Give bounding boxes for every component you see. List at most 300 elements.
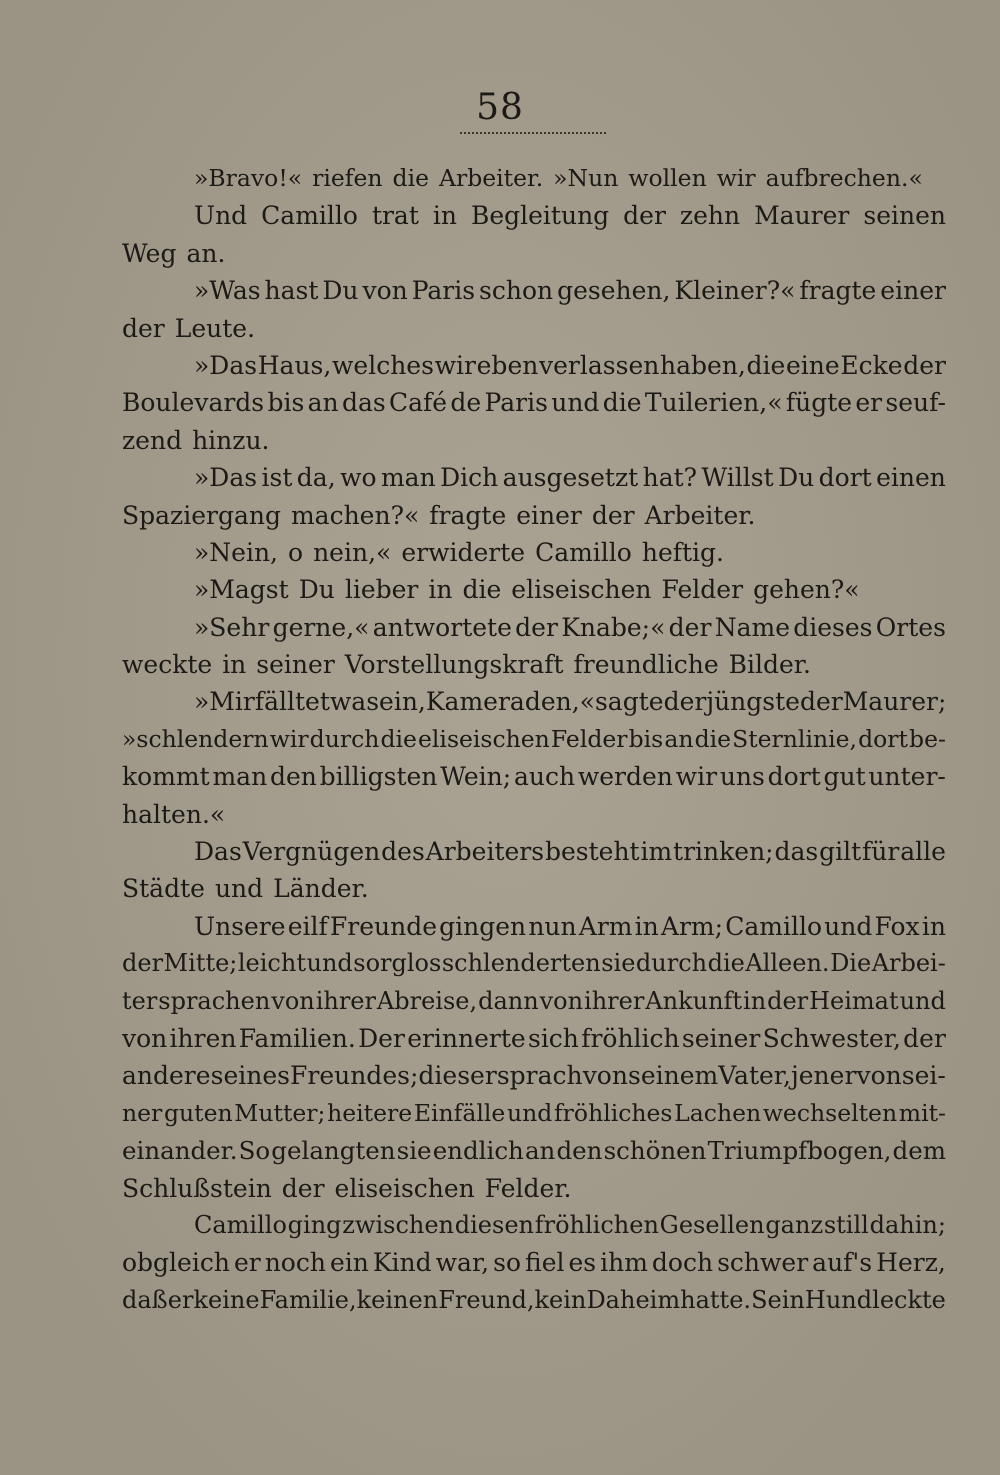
word: Mitte;: [163, 949, 238, 978]
word: sorglos: [353, 949, 442, 978]
word: Camillo: [535, 537, 632, 567]
text-line: [122, 1095, 946, 1132]
word: nein,«: [313, 537, 392, 567]
word: durch: [309, 724, 380, 753]
word: von: [856, 1061, 902, 1091]
word: der: [668, 612, 712, 642]
word: einer: [516, 500, 582, 530]
word: wir: [716, 164, 756, 192]
word: fröhlichen: [534, 1210, 659, 1239]
word: fällt: [254, 687, 306, 717]
word: da,: [296, 463, 336, 493]
word: Tuilerien,«: [644, 388, 783, 418]
word: seinem: [628, 1061, 719, 1091]
text-line: [122, 497, 946, 534]
text-line: [122, 1282, 946, 1319]
word: in: [743, 986, 767, 1015]
word: man: [380, 463, 436, 493]
text-line: [122, 384, 946, 421]
word: gerne,«: [272, 612, 370, 642]
word: fiel: [525, 1248, 565, 1278]
word: »Das: [194, 463, 258, 493]
word: Camillo: [194, 1210, 287, 1239]
word: o: [288, 537, 304, 567]
word: die: [462, 575, 502, 605]
text-line: [122, 310, 946, 347]
word: ihrer: [584, 986, 645, 1015]
text-line: [122, 459, 946, 496]
word: Arbeiters: [425, 837, 545, 867]
word: freundliche: [573, 650, 719, 680]
word: das: [774, 837, 819, 867]
word: dieser: [418, 1061, 497, 1091]
word: dem: [892, 1136, 946, 1166]
word: Paris: [411, 276, 476, 306]
word: in: [634, 911, 659, 941]
word: sagte: [594, 687, 664, 717]
word: mit-: [898, 1098, 946, 1127]
word: fragte: [429, 500, 507, 530]
word: Boulevards: [122, 388, 265, 418]
text-line: [122, 1207, 946, 1244]
word: und: [551, 388, 600, 418]
word: sie: [396, 1136, 432, 1166]
word: Du: [778, 463, 815, 493]
word: eilf: [287, 911, 328, 941]
word: die: [694, 724, 732, 753]
word: Schlußstein: [122, 1173, 272, 1203]
text-line: [122, 1057, 946, 1094]
word: lieber: [344, 575, 419, 605]
word: Schwester,: [762, 1023, 901, 1053]
word: Weg: [122, 238, 177, 268]
word: seuf-: [885, 388, 946, 418]
word: machen?«: [290, 500, 420, 530]
word: auch: [513, 762, 576, 792]
word: Arbei-: [871, 949, 946, 978]
word: die: [707, 949, 745, 978]
word: Lachen: [674, 1098, 762, 1127]
text-line: [122, 796, 946, 833]
word: dort: [767, 762, 821, 792]
word: eliseischen: [418, 724, 550, 753]
word: der: [799, 687, 843, 717]
text-line: [122, 235, 946, 272]
word: an: [664, 724, 694, 753]
word: kommt: [122, 762, 210, 792]
text-line: [122, 1132, 946, 1169]
word: endlich: [432, 1136, 524, 1166]
word: obgleich: [122, 1248, 230, 1278]
word: Vorstellungskraft: [344, 650, 564, 680]
word: Spaziergang: [122, 500, 281, 530]
word: noch: [264, 1248, 326, 1278]
word: Felder.: [484, 1173, 572, 1203]
word: keinen: [356, 1285, 439, 1314]
word: in: [432, 201, 457, 231]
word: hatte.: [680, 1285, 752, 1314]
word: Freundes;: [290, 1061, 419, 1091]
text-line: [122, 571, 946, 608]
word: und: [306, 949, 353, 978]
word: Camillo: [261, 201, 358, 231]
word: die: [380, 724, 417, 753]
word: der: [623, 201, 666, 231]
text-line: [122, 646, 946, 683]
text-line: [122, 197, 946, 234]
word: bis: [628, 724, 664, 753]
body-text: [122, 160, 946, 1319]
word: der: [767, 986, 809, 1015]
word: verlassen: [539, 350, 660, 380]
word: »Sehr: [194, 612, 270, 642]
word: der: [281, 1173, 325, 1203]
text-line: [122, 1170, 946, 1207]
text-line: [122, 721, 946, 758]
word: von: [271, 986, 315, 1015]
word: wir: [269, 724, 309, 753]
word: keine: [193, 1285, 260, 1314]
word: Felder: [661, 575, 744, 605]
word: »Nun: [553, 164, 619, 192]
word: erwiderte: [401, 537, 526, 567]
word: sie: [601, 949, 636, 978]
word: ausgesetzt: [502, 463, 639, 493]
word: bis: [267, 388, 305, 418]
word: wo: [340, 463, 377, 493]
word: er: [855, 388, 883, 418]
word: Arm: [578, 911, 633, 941]
word: etwas: [305, 687, 380, 717]
word: an: [524, 1136, 556, 1166]
word: dort: [858, 724, 908, 753]
word: der: [122, 949, 164, 978]
word: der: [515, 612, 558, 642]
word: ist: [261, 463, 293, 493]
word: Gesellen: [659, 1210, 765, 1239]
word: wollen: [628, 164, 707, 192]
text-line: [122, 534, 946, 571]
word: Der: [358, 1023, 405, 1053]
word: Wein;: [440, 762, 512, 792]
word: schwer: [717, 1248, 809, 1278]
word: es: [568, 1248, 597, 1278]
word: fragte: [799, 276, 877, 306]
word: »schlendern: [122, 724, 269, 753]
word: schlenderten: [441, 949, 601, 978]
word: trinken;: [673, 837, 774, 867]
word: Einfälle: [413, 1098, 506, 1127]
word: zwischen: [342, 1210, 455, 1239]
word: welches: [332, 350, 434, 380]
word: doch: [651, 1248, 714, 1278]
word: Camillo: [725, 911, 822, 941]
word: eben: [476, 350, 539, 380]
page-number: 58: [476, 87, 524, 128]
word: ganz: [765, 1210, 824, 1239]
text-line: [122, 1244, 946, 1281]
word: Du: [298, 575, 335, 605]
word: So: [238, 1136, 271, 1166]
word: Herz,: [876, 1248, 946, 1278]
word: einander.: [122, 1136, 238, 1166]
word: ihrer: [315, 986, 376, 1015]
word: ihm: [600, 1248, 648, 1278]
word: hinzu.: [192, 425, 270, 455]
word: aufbrechen.«: [765, 164, 923, 192]
word: diesen: [454, 1210, 534, 1239]
word: wechselten: [762, 1098, 898, 1127]
word: man: [212, 762, 268, 792]
text-line: [122, 983, 946, 1020]
word: zend: [122, 425, 183, 455]
word: dann: [478, 986, 539, 1015]
word: unter-: [868, 762, 946, 792]
word: heitere: [327, 1098, 413, 1127]
word: riefen: [312, 164, 383, 192]
word: »Nein,: [194, 537, 279, 567]
word: Alleen.: [745, 949, 830, 978]
word: Maurer;: [842, 687, 946, 717]
word: das: [341, 388, 386, 418]
word: die: [746, 350, 786, 380]
word: Arm;: [660, 911, 724, 941]
word: der: [122, 313, 165, 343]
word: Kameraden,«: [425, 687, 595, 717]
word: »Was: [194, 276, 261, 306]
word: besteht: [544, 837, 640, 867]
word: von: [539, 986, 584, 1015]
word: Vergnügen: [242, 837, 381, 867]
word: ihren: [169, 1023, 237, 1053]
word: ein: [329, 1248, 369, 1278]
word: gelangten: [271, 1136, 396, 1166]
word: so: [493, 1248, 522, 1278]
word: an: [307, 388, 339, 418]
word: durch: [635, 949, 708, 978]
word: erinnerte: [407, 1023, 526, 1053]
word: Triumpfbogen,: [707, 1136, 892, 1166]
word: werden: [577, 762, 673, 792]
text-line: [122, 272, 946, 309]
word: von: [362, 276, 408, 306]
word: Unsere: [194, 911, 286, 941]
word: der: [903, 1023, 946, 1053]
word: der: [591, 500, 635, 530]
word: und: [899, 986, 946, 1015]
word: Ankunft: [645, 986, 743, 1015]
word: sprachen: [158, 986, 271, 1015]
word: Felder: [550, 724, 628, 753]
text-line: [122, 683, 946, 720]
word: Maurer: [754, 201, 850, 231]
word: Länder.: [273, 874, 369, 904]
word: war,: [435, 1248, 490, 1278]
word: de: [450, 388, 482, 418]
word: Arbeiter.: [439, 164, 544, 192]
word: für: [862, 837, 900, 867]
word: Begleitung: [470, 201, 610, 231]
word: Heimat: [809, 986, 899, 1015]
word: in: [921, 911, 946, 941]
word: in: [428, 575, 453, 605]
page-number-rule: [460, 132, 606, 134]
word: Sein: [751, 1285, 805, 1314]
word: ter: [122, 986, 158, 1015]
word: sprach: [496, 1061, 583, 1091]
text-line: [122, 1020, 946, 1057]
word: dahin;: [869, 1210, 946, 1239]
word: Freund,: [438, 1285, 535, 1314]
word: Abreise,: [376, 986, 478, 1015]
word: Vater,: [718, 1061, 791, 1091]
word: trat: [371, 201, 419, 231]
word: gilt: [819, 837, 862, 867]
word: in: [222, 650, 247, 680]
word: daß: [122, 1285, 168, 1314]
word: seiner: [681, 1023, 761, 1053]
text-line: [122, 833, 946, 870]
word: von: [582, 1061, 628, 1091]
word: Dich: [440, 463, 499, 493]
word: zehn: [679, 201, 741, 231]
word: be-: [909, 724, 946, 753]
word: Das: [194, 837, 242, 867]
word: Ortes: [875, 612, 946, 642]
word: Arbeiter.: [644, 500, 756, 530]
text-line: [122, 160, 946, 197]
word: und: [506, 1098, 553, 1127]
word: Ecke: [840, 350, 903, 380]
word: von: [122, 1023, 168, 1053]
word: Daheim: [586, 1285, 681, 1314]
word: andere: [122, 1061, 211, 1091]
word: Sternlinie,: [732, 724, 857, 753]
word: Mutter;: [234, 1098, 326, 1127]
word: er: [167, 1285, 194, 1314]
word: gehen?«: [753, 575, 860, 605]
word: Familie,: [259, 1285, 357, 1314]
word: gesehen,: [557, 276, 671, 306]
word: jener: [791, 1061, 857, 1091]
word: schon: [479, 276, 554, 306]
word: fügte: [785, 388, 853, 418]
word: halten.«: [122, 799, 226, 829]
word: weckte: [122, 650, 213, 680]
word: eine: [786, 350, 840, 380]
word: die: [602, 388, 642, 418]
word: leicht: [237, 949, 306, 978]
word: Fox: [874, 911, 920, 941]
word: Haus,: [257, 350, 332, 380]
word: »Mir: [194, 687, 255, 717]
word: seines: [210, 1061, 290, 1091]
text-line: [122, 908, 946, 945]
word: billigsten: [319, 762, 438, 792]
word: Name: [714, 612, 790, 642]
word: einer: [880, 276, 946, 306]
word: auf's: [812, 1248, 873, 1278]
word: und: [214, 874, 264, 904]
word: Hund: [804, 1285, 873, 1314]
word: guten: [163, 1098, 233, 1127]
word: »Bravo!«: [194, 164, 303, 192]
word: sei-: [901, 1061, 946, 1091]
word: ging: [287, 1210, 342, 1239]
word: Freunde: [329, 911, 437, 941]
text-line: [122, 870, 946, 907]
word: Familien.: [238, 1023, 356, 1053]
word: »Das: [194, 350, 258, 380]
word: nun: [528, 911, 577, 941]
text-line: [122, 347, 946, 384]
word: heftig.: [641, 537, 724, 567]
word: im: [640, 837, 673, 867]
word: ner: [122, 1098, 163, 1127]
word: Willst: [701, 463, 774, 493]
word: einen: [876, 463, 946, 493]
word: leckte: [872, 1285, 946, 1314]
word: den: [556, 1136, 603, 1166]
word: still: [823, 1210, 869, 1239]
word: den: [269, 762, 317, 792]
word: wir: [434, 350, 476, 380]
word: der: [903, 350, 946, 380]
word: und: [824, 911, 873, 941]
word: eliseischen: [511, 575, 652, 605]
word: »Magst: [194, 575, 289, 605]
text-line: [122, 945, 946, 982]
word: Kleiner?«: [674, 276, 796, 306]
word: Städte: [122, 874, 205, 904]
word: eliseischen: [334, 1173, 475, 1203]
word: hast: [264, 276, 319, 306]
word: sich: [527, 1023, 579, 1053]
word: der: [663, 687, 707, 717]
word: Paris: [484, 388, 548, 418]
word: jüngste: [706, 687, 800, 717]
word: antwortete: [372, 612, 512, 642]
word: kein: [534, 1285, 587, 1314]
word: Knabe;«: [561, 612, 666, 642]
word: wir: [675, 762, 718, 792]
word: er: [233, 1248, 261, 1278]
word: haben,: [660, 350, 746, 380]
word: Und: [194, 201, 248, 231]
word: hat?: [642, 463, 698, 493]
word: fröhlich: [581, 1023, 680, 1053]
word: alle: [900, 837, 946, 867]
word: die: [392, 164, 430, 192]
text-line: [122, 422, 946, 459]
word: dieses: [793, 612, 873, 642]
word: dort: [818, 463, 872, 493]
word: seiner: [256, 650, 335, 680]
word: Kind: [372, 1248, 432, 1278]
word: fröhliches: [553, 1098, 673, 1127]
word: ein,: [379, 687, 426, 717]
word: Du: [322, 276, 359, 306]
word: uns: [719, 762, 765, 792]
word: seinen: [863, 201, 946, 231]
word: an.: [186, 238, 226, 268]
word: Café: [389, 388, 448, 418]
word: schönen: [603, 1136, 707, 1166]
word: Die: [830, 949, 872, 978]
word: Bilder.: [728, 650, 811, 680]
text-line: [122, 758, 946, 795]
word: gut: [823, 762, 866, 792]
